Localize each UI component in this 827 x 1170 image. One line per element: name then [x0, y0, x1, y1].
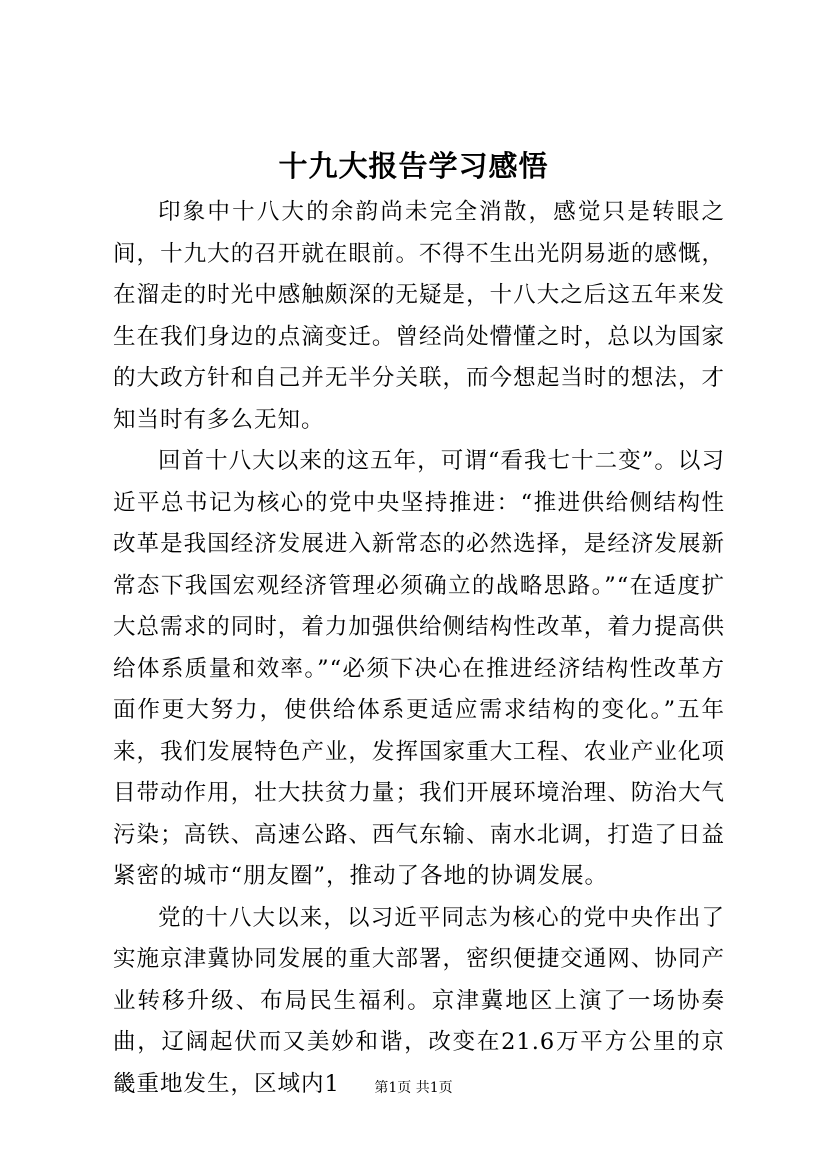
paragraph-2: 回首十八大以来的这五年，可谓“看我七十二变”。以习近平总书记为核心的党中央坚持推进：“推进供给侧结构性改革是我国经济发展进入新常态的必然选择，是经济发展新常态下我国宏观经济管理必须确立的战略思路。”“在适度扩大总需求的同时，着力加强供给侧结构性改革，着力提高供给体系质量和效率。”“必须下决心在推进经济结构性改革方面作更大努力，使供给体系更适应需求结构的变化。”五年来，我们发展特色产业，发挥国家重大工程、农业产业化项目带动作用，壮大扶贫力量；我们开展环境治理、防治大气污染；高铁、高速公路、西气东输、南水北调，打造了日益紧密的城市“朋友圈”，推动了各地的协调发展。	[113, 448, 725, 889]
page-footer: 第1页 共1页	[374, 1080, 453, 1096]
document-title: 十九大报告学习感悟	[278, 149, 549, 183]
paragraph-3: 党的十八大以来，以习近平同志为核心的党中央作出了实施京津冀协同发展的重大部署，密织便捷交通网、协同产业转移升级、布局民生福利。京津冀地区上演了一场协奏曲，辽阔起伏而又美妙和谐，改变在21.6万平方公里的京畿重地发生，区域内1	[113, 904, 725, 1097]
paragraph-1: 印象中十八大的余韵尚未完全消散，感觉只是转眼之间，十九大的召开就在眼前。不得不生出光阴易逝的感慨，在溜走的时光中感触颇深的无疑是，十八大之后这五年来发生在我们身边的点滴变迁。曾经尚处懵懂之时，总以为国家的大政方针和自己并无半分关联，而今想起当时的想法，才知当时有多么无知。	[113, 199, 725, 433]
document-body	[113, 192, 725, 1105]
